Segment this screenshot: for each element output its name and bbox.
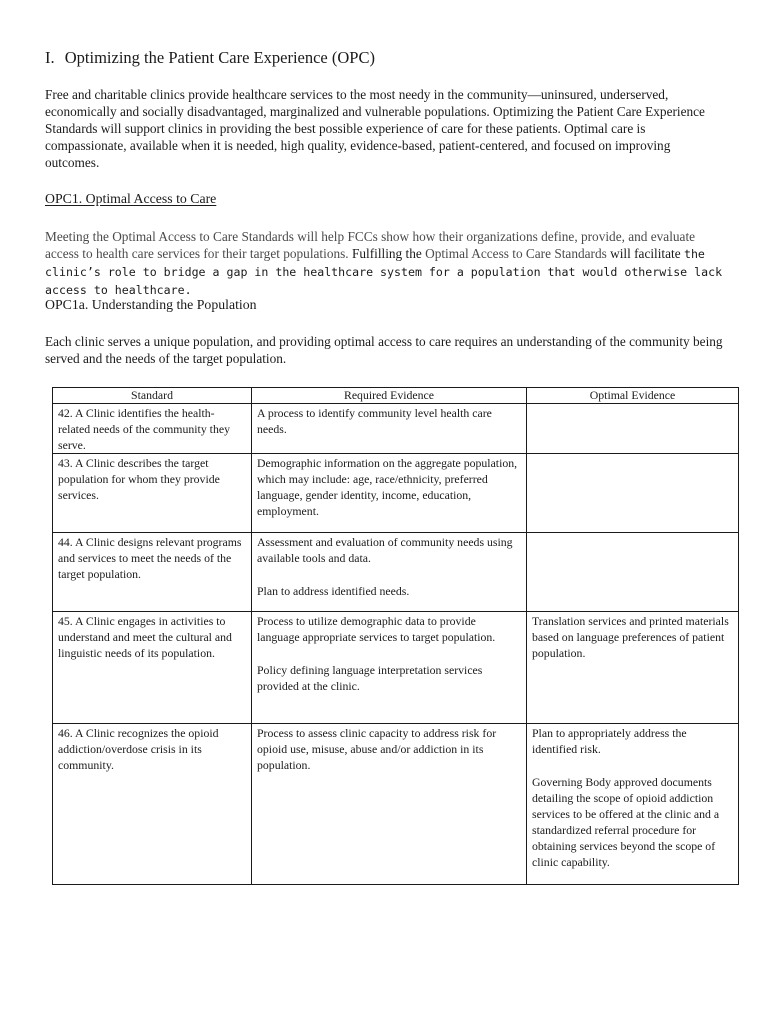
- opc1-heading: OPC1. Optimal Access to Care: [45, 191, 217, 206]
- section-number: I.: [45, 48, 55, 67]
- header-standard: Standard: [53, 388, 252, 404]
- section-title: Optimizing the Patient Care Experience (OPC): [64, 48, 375, 67]
- required-evidence-cell: [252, 454, 527, 533]
- optimal-evidence-text: Translation services and printed materials based on language preferences of patient population.: [532, 614, 729, 660]
- required-evidence-text: Plan to address identified needs.: [257, 584, 410, 598]
- standards-table: [52, 387, 739, 885]
- optimal-evidence-text: Plan to appropriately address the identified risk.: [532, 726, 687, 756]
- header-required-evidence: Required Evidence: [252, 388, 527, 404]
- table-row: [53, 454, 739, 533]
- required-evidence-text: A process to identify community level health care needs.: [257, 406, 492, 436]
- required-evidence-text: Assessment and evaluation of community needs using available tools and data.: [257, 535, 513, 565]
- optimal-evidence-cell: [527, 612, 739, 724]
- opc1-text-part2: Fulfilling the: [351, 246, 426, 261]
- standard-cell: 42. A Clinic identifies the health-related needs of the community they serve.: [53, 404, 252, 454]
- standard-cell: 45. A Clinic engages in activities to understand and meet the cultural and linguistic needs of its population.: [53, 612, 252, 724]
- opc1-text-part4: will facilitate: [610, 246, 681, 261]
- opc1a-heading: OPC1a. Understanding the Population: [45, 297, 257, 312]
- optimal-evidence-cell: [527, 533, 739, 612]
- optimal-evidence-cell: [527, 404, 739, 454]
- table-row: [53, 612, 739, 724]
- table-row: [53, 404, 739, 454]
- required-evidence-cell: [252, 612, 527, 724]
- table-row: [53, 724, 739, 885]
- standard-cell: 43. A Clinic describes the target population for whom they provide services.: [53, 454, 252, 533]
- optimal-evidence-cell: [527, 454, 739, 533]
- required-evidence-text: Process to assess clinic capacity to address risk for opioid use, misuse, abuse and/or addiction in its population.: [257, 726, 497, 772]
- required-evidence-cell: [252, 404, 527, 454]
- required-evidence-text: Process to utilize demographic data to provide language appropriate services to target population.: [257, 614, 496, 644]
- intro-paragraph: Free and charitable clinics provide healthcare services to the most needy in the community—uninsured, underserved, economically and socially disadvantaged, marginalized and vulnerable populations. Optimizing the Patient Care Experience Standards will support clinics in providing the best possible experience of care for these patients. Optimal care is compassionate, available when it is needed, high quality, evidence-based, patient-centered, and focused on improving outcomes.: [45, 87, 705, 170]
- optimal-evidence-text: Governing Body approved documents detailing the scope of opioid addiction services to be offered at the clinic and a standardized referral procedure for obtaining services beyond the scope of clinic capability.: [532, 775, 720, 869]
- table-header-row: [53, 388, 739, 404]
- opc1a-paragraph: Each clinic serves a unique population, and providing optimal access to care requires an understanding of the community being served and the needs of the target population.: [45, 334, 723, 366]
- required-evidence-text: Demographic information on the aggregate population, which may include: age, race/ethnicity, preferred language, gender identity, income, education, employment.: [257, 456, 518, 518]
- required-evidence-text: Policy defining language interpretation services provided at the clinic.: [257, 663, 483, 693]
- table-row: [53, 533, 739, 612]
- standard-cell: 46. A Clinic recognizes the opioid addiction/overdose crisis in its community.: [53, 724, 252, 885]
- required-evidence-cell: [252, 533, 527, 612]
- standard-cell: 44. A Clinic designs relevant programs and services to meet the needs of the target population.: [53, 533, 252, 612]
- opc1-paragraph: [45, 228, 725, 299]
- header-optimal-evidence: Optimal Evidence: [527, 388, 739, 404]
- opc1-text-part5: the clinic’s role to bridge a gap in the healthcare system for a population that would otherwise lack access to healthcare.: [45, 247, 723, 297]
- opc1-text-part1: Meeting the Optimal Access to Care Standards will help FCCs show how their organizations define, provide, and evaluate access to health care services for their target populations.: [45, 229, 696, 261]
- section-heading: [45, 48, 375, 68]
- required-evidence-cell: [252, 724, 527, 885]
- opc1-text-part3: Optimal Access to Care Standards: [425, 246, 611, 261]
- optimal-evidence-cell: [527, 724, 739, 885]
